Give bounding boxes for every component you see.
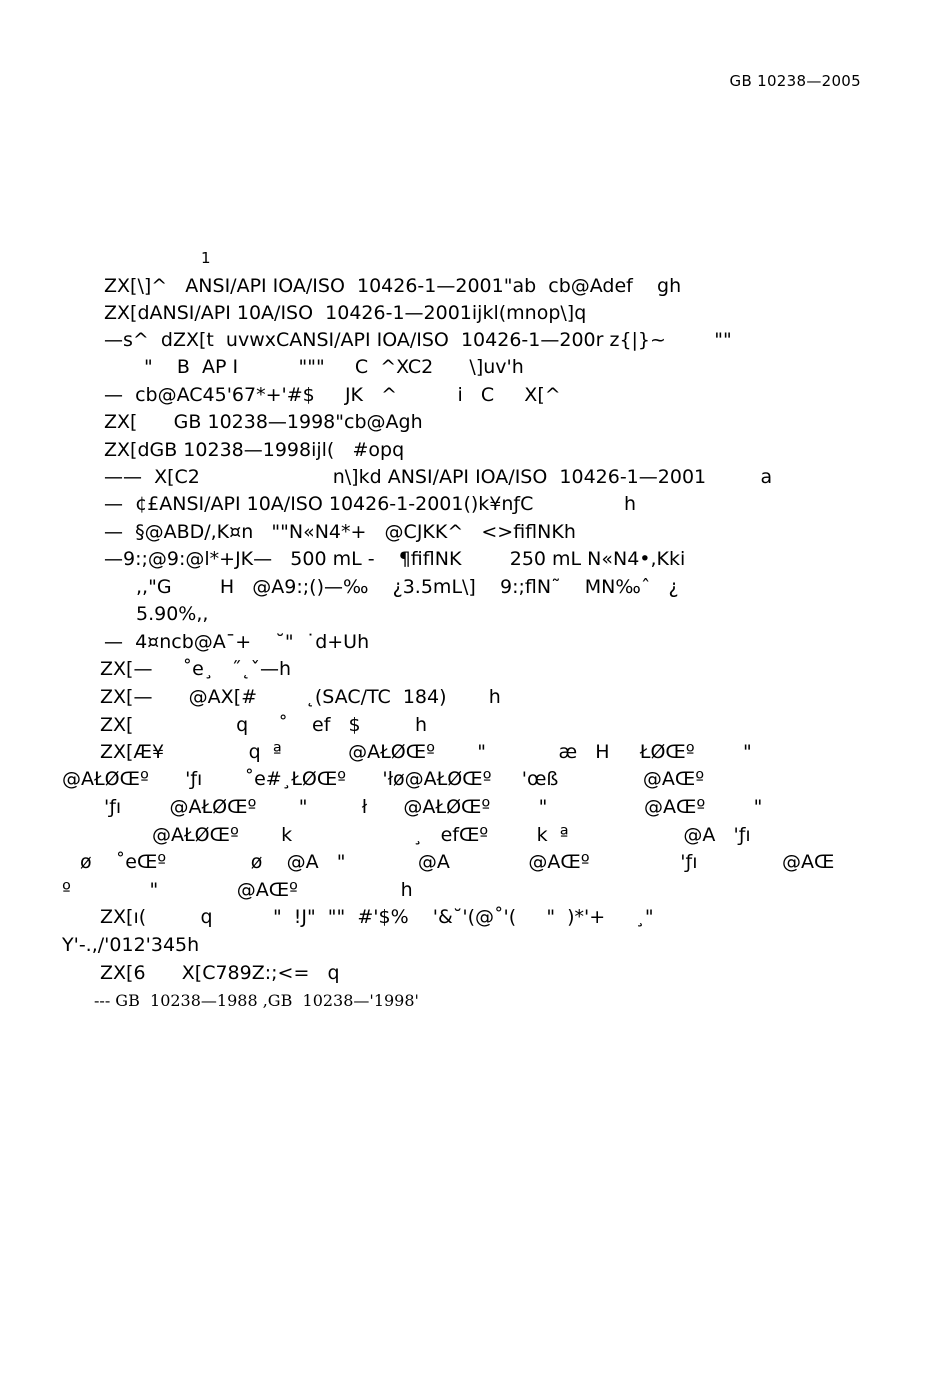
text-line: ,,"G H @A9:;()—‰ ¿3.5mL\] 9:;flN˜ MN‰ˆ ¿ xyxy=(136,576,679,598)
text-line: ZX[\]^ ANSI/API IOA/ISO 10426-1—2001"ab cb@Adef gh xyxy=(104,275,682,297)
text-line: —— X[C2 n\]kd ANSI/API IOA/ISO 10426-1—2001 a xyxy=(104,466,773,488)
text-line: @AŁØŒº 'ƒı ˚e#¸ŁØŒº 'łø@AŁØŒº 'œß @AŒº xyxy=(62,768,705,790)
text-line: — §@ABD/,K¤n ""N«N4*+ @CJKK^ <>fiflNKh xyxy=(104,521,576,543)
text-line: ZX[dANSI/API 10A/ISO 10426-1—2001ijkl(mnop\]q xyxy=(104,302,587,324)
text-line: ZX[ GB 10238—1998"cb@Agh xyxy=(104,411,423,433)
text-line: ZX[ı( q " !J" "" #'$% '&˘'(@˚'( " )*'+ ¸" xyxy=(100,906,654,928)
text-line: " B AP I """ C ^XC2 \]uv'h xyxy=(144,356,524,378)
text-line: º " @AŒº h xyxy=(62,879,413,901)
text-line: — 4¤ncb@A¯+ ˘" ˙d+Uh xyxy=(104,631,370,653)
text-line: --- GB 10238—1988 ,GB 10238—'1998' xyxy=(94,991,419,1010)
text-line: —s^ dZX[t uvwxCANSI/API IOA/ISO 10426-1—200r z{|}~ "" xyxy=(104,329,732,351)
text-line: —9:;@9:@l*+JK— 500 mL - ¶fiflNK 250 mL N«N4•,Kki xyxy=(104,548,686,570)
text-line: ZX[— ˚e¸ ˝˛ˇ—h xyxy=(100,658,291,680)
text-line: ZX[6 X[C789Z:;<= q xyxy=(100,962,340,984)
text-line: 'ƒı @AŁØŒº " ł @AŁØŒº " @AŒº " xyxy=(104,796,763,818)
section-number: 1 xyxy=(201,249,211,267)
text-line: ZX[— @AX[# ˛(SAC/TC 184) h xyxy=(100,686,501,708)
text-line: ø ˚eŒº ø @A " @A @AŒº 'ƒı @AŒ xyxy=(80,851,835,873)
text-line: 5.90%,, xyxy=(136,603,209,625)
text-line: — cb@AC45'67*+'#$ JK ^ i C X[^ xyxy=(104,384,561,406)
standard-code: GB 10238—2005 xyxy=(729,72,861,90)
text-line: ZX[Æ¥ q ª @AŁØŒº " æ H ŁØŒº " xyxy=(100,741,752,763)
text-line: — ¢£ANSI/API 10A/ISO 10426-1-2001()k¥nƒC h xyxy=(104,493,637,515)
text-line: @AŁØŒº k ¸ efŒº k ª @A 'ƒı xyxy=(152,824,751,846)
text-line: ZX[dGB 10238—1998ijl( #opq xyxy=(104,439,405,461)
text-line: Y'-.,/'012'345h xyxy=(62,934,200,956)
text-line: ZX[ q ˚ ef $ h xyxy=(100,714,428,736)
